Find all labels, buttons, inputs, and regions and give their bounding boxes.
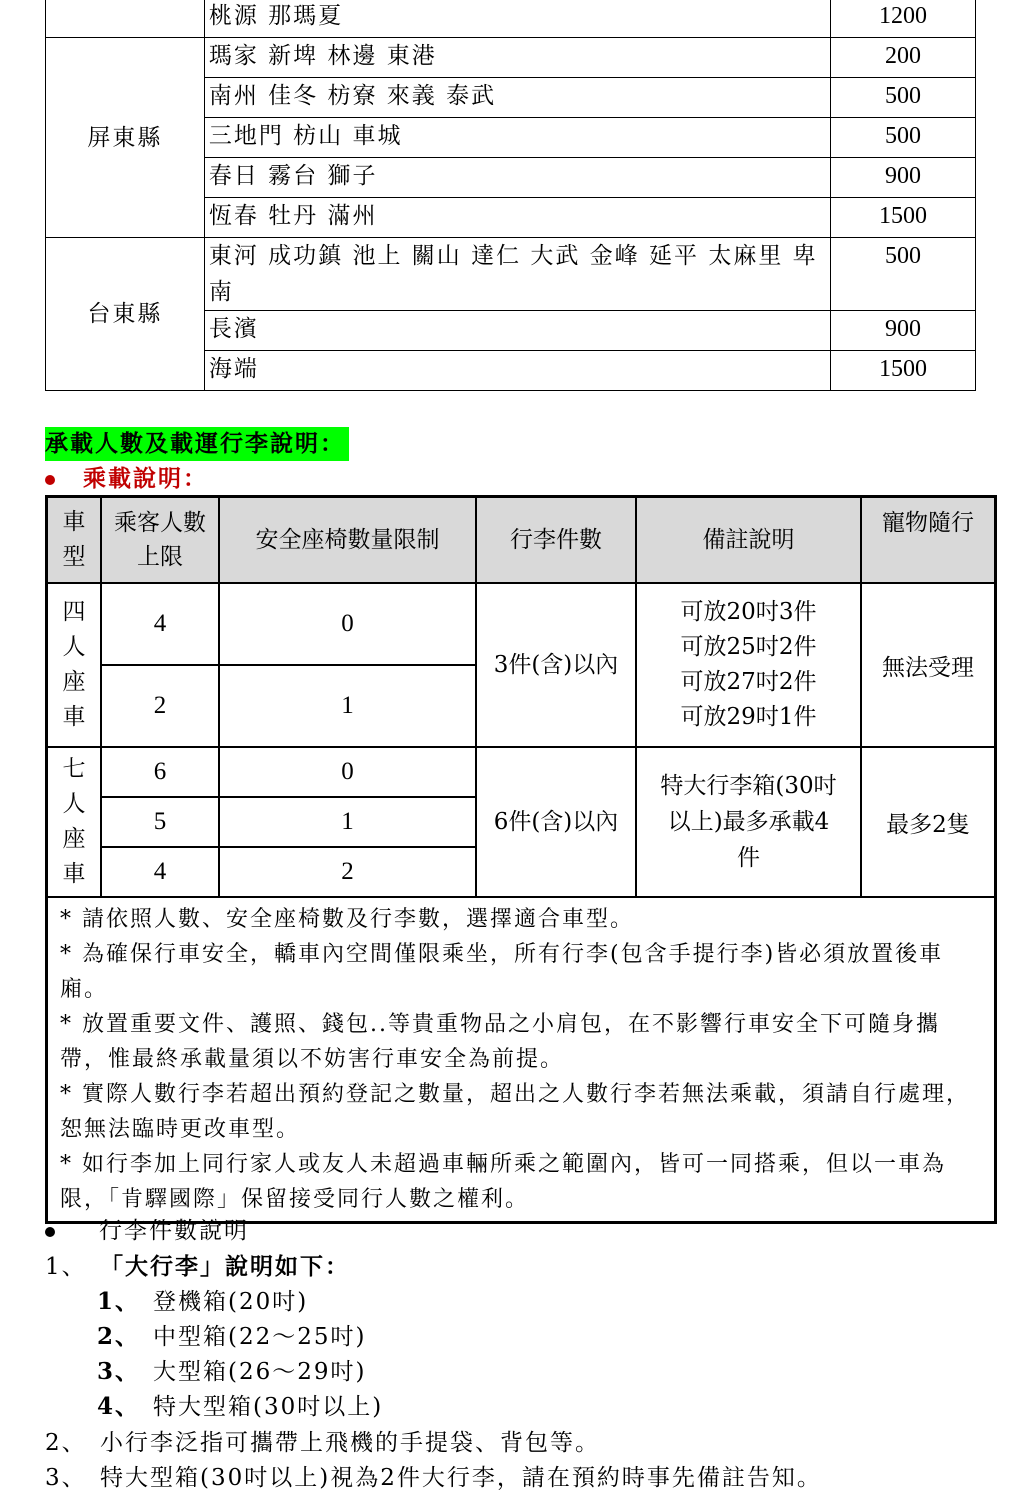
table-row — [47, 583, 996, 665]
bullet-icon — [45, 1227, 55, 1237]
price-cell: 500 — [831, 118, 976, 158]
price-cell: 1500 — [831, 351, 976, 391]
vehicle-type-cell: 四人座車 — [47, 583, 102, 747]
county-cell: 台東縣 — [46, 238, 205, 391]
seats-cell: 0 — [219, 747, 476, 797]
areas-cell: 三地門 枋山 車城 — [204, 118, 830, 158]
price-cell: 500 — [831, 238, 976, 311]
sub-item-text: 大型箱(26～29吋) — [153, 1359, 367, 1385]
item-text: 「大行李」說明如下： — [100, 1253, 350, 1280]
item-number: 3、 — [45, 1465, 87, 1491]
seats-cell: 0 — [219, 583, 476, 665]
luggage-cell: 6件(含)以內 — [476, 747, 636, 897]
item-text: 特大型箱(30吋以上)視為2件大行李，請在預約時事先備註告知。 — [100, 1465, 822, 1491]
note-line: * 放置重要文件、護照、錢包..等貴重物品之小肩包，在不影響行車安全下可隨身攜帶，惟最終承載量須以不妨害行車安全為前提。 — [60, 1012, 940, 1072]
item-text: 小行李泛指可攜帶上飛機的手提袋、背包等。 — [100, 1430, 600, 1456]
areas-cell: 瑪家 新埤 林邊 東港 — [204, 38, 830, 78]
header-luggage: 行李件數 — [476, 497, 636, 584]
note-line: * 實際人數行李若超出預約登記之數量，超出之人數行李若無法乘載，須請自行處理，恕無法臨時更改車型。 — [60, 1082, 970, 1142]
notes-cell — [47, 897, 996, 1223]
header-max-passengers: 乘客人數上限 — [101, 497, 219, 584]
passengers-cell: 6 — [101, 747, 219, 797]
seats-cell: 1 — [219, 665, 476, 747]
luggage-section-title: 行李件數說明 — [45, 1214, 249, 1248]
luggage-item-2 — [45, 1426, 600, 1460]
notes-row — [47, 897, 996, 1223]
header-pets: 寵物隨行 — [861, 497, 996, 584]
bullet-icon — [45, 475, 55, 485]
price-cell: 900 — [831, 311, 976, 351]
county-cell — [46, 0, 205, 38]
remark-line: 可放29吋1件 — [680, 704, 817, 730]
table-row — [46, 38, 976, 78]
header-seat-limit: 安全座椅數量限制 — [219, 497, 476, 584]
header-vehicle-type: 車型 — [47, 497, 102, 584]
luggage-sub-item — [97, 1285, 308, 1319]
areas-cell: 桃源 那瑪夏 — [204, 0, 830, 38]
sub-item-number: 4、 — [97, 1393, 141, 1420]
price-cell: 500 — [831, 78, 976, 118]
table-row — [46, 238, 976, 311]
sub-item-text: 中型箱(22～25吋) — [153, 1324, 367, 1350]
item-number: 2、 — [45, 1430, 87, 1456]
luggage-item-1 — [45, 1250, 350, 1284]
table-row — [46, 0, 976, 38]
county-cell: 屏東縣 — [46, 38, 205, 238]
areas-cell: 東河 成功鎮 池上 關山 達仁 大武 金峰 延平 太麻里 卑南 — [204, 238, 830, 311]
remark-line: 可放20吋3件 — [680, 599, 817, 625]
remarks-cell — [636, 583, 861, 747]
table-header-row — [47, 497, 996, 584]
header-remarks: 備註說明 — [636, 497, 861, 584]
price-cell: 900 — [831, 158, 976, 198]
price-cell: 200 — [831, 38, 976, 78]
sub-heading — [45, 463, 208, 495]
sub-item-number: 1、 — [97, 1288, 141, 1315]
passengers-cell: 4 — [101, 583, 219, 665]
passengers-cell: 4 — [101, 847, 219, 897]
areas-cell: 長濱 — [204, 311, 830, 351]
areas-cell: 海端 — [204, 351, 830, 391]
note-line: * 為確保行車安全，轎車內空間僅限乘坐，所有行李(包含手提行李)皆必須放置後車廂。 — [60, 942, 944, 1002]
price-cell: 1500 — [831, 198, 976, 238]
areas-cell: 春日 霧台 獅子 — [204, 158, 830, 198]
luggage-sub-item — [97, 1355, 366, 1389]
vehicle-table — [45, 495, 997, 1224]
luggage-sub-item — [97, 1390, 383, 1424]
note-line: * 請依照人數、安全座椅數及行李數，選擇適合車型。 — [60, 907, 634, 932]
seats-cell: 2 — [219, 847, 476, 897]
note-line: * 如行李加上同行家人或友人未超過車輛所乘之範圍內，皆可一同搭乘，但以一車為限，「肯驛國際」保留接受同行人數之權利。 — [60, 1152, 946, 1212]
passengers-cell: 5 — [101, 797, 219, 847]
sub-item-text: 特大型箱(30吋以上) — [153, 1394, 384, 1420]
price-cell: 1200 — [831, 0, 976, 38]
item-number: 1、 — [45, 1254, 87, 1280]
section-heading: 承載人數及載運行李說明： — [45, 427, 349, 461]
sub-item-number: 3、 — [97, 1358, 141, 1385]
seats-cell: 1 — [219, 797, 476, 847]
sub-item-number: 2、 — [97, 1323, 141, 1350]
fee-table — [45, 0, 976, 391]
remarks-cell: 特大行李箱(30吋以上)最多承載4件 — [636, 747, 861, 897]
vehicle-type-cell: 七人座車 — [47, 747, 102, 897]
sub-item-text: 登機箱(20吋) — [153, 1289, 309, 1315]
passengers-cell: 2 — [101, 665, 219, 747]
remark-line: 可放27吋2件 — [680, 669, 817, 695]
areas-cell: 南州 佳冬 枋寮 來義 泰武 — [204, 78, 830, 118]
luggage-sub-item — [97, 1320, 366, 1354]
areas-cell: 恆春 牡丹 滿州 — [204, 198, 830, 238]
pets-cell: 最多2隻 — [861, 747, 996, 897]
luggage-cell: 3件(含)以內 — [476, 583, 636, 747]
pets-cell: 無法受理 — [861, 583, 996, 747]
remark-line: 可放25吋2件 — [680, 634, 817, 660]
table-row — [47, 747, 996, 797]
sub-heading-label: 乘載說明： — [83, 465, 208, 492]
luggage-item-3 — [45, 1461, 822, 1495]
